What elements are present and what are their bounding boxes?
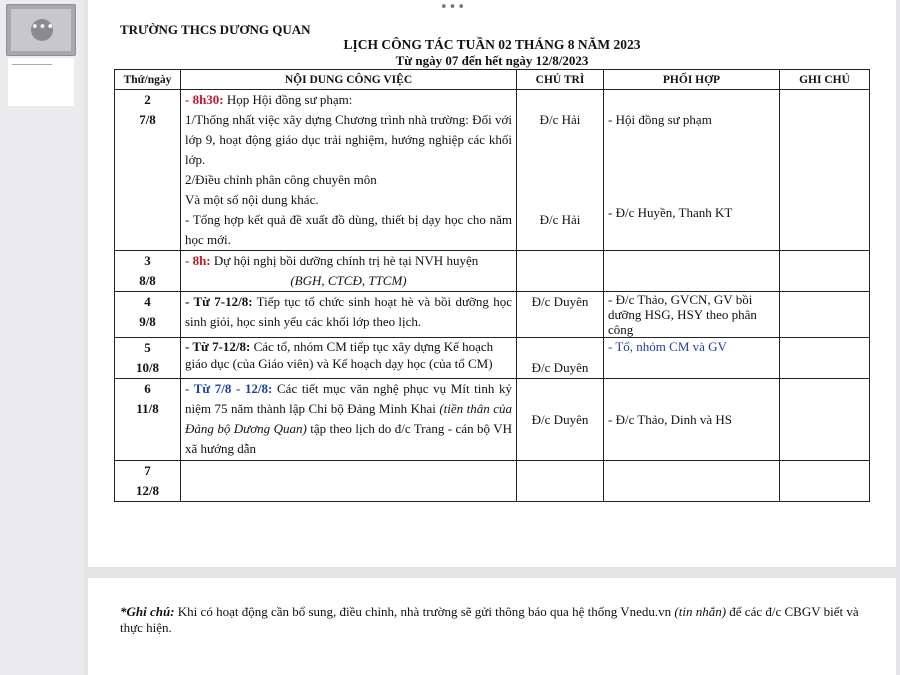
content-text: tập theo lịch do đ/c Trang - cán bộ VH xã hướng dẫn (185, 421, 512, 456)
content-cell (181, 338, 517, 379)
schedule-table (114, 69, 870, 502)
document-title: LỊCH CÔNG TÁC TUẦN 02 THÁNG 8 NĂM 2023 (343, 37, 641, 52)
content-text: Tiếp tục tổ chức sinh hoạt hè và bồi dưỡng học sinh giỏi, học sinh yếu các khối lớp theo lịch. (185, 294, 512, 329)
table-row (115, 251, 870, 292)
school-name: TRƯỜNG THCS DƯƠNG QUAN (120, 22, 311, 37)
table-row (115, 461, 870, 502)
coordination-cell (604, 461, 780, 502)
host-name: Đ/c Duyên (531, 360, 589, 375)
table-row (115, 338, 870, 379)
col-header-coordination: PHỐI HỢP (604, 70, 780, 90)
host-name: Đ/c Hải (539, 212, 581, 227)
day-date: 12/8 (135, 483, 160, 498)
host-cell (517, 461, 604, 502)
host-cell (517, 338, 604, 379)
time-label: - Từ 7-12/8: (185, 339, 251, 354)
coordination-cell (604, 90, 780, 251)
content-line: Và một số nội dung khác. (185, 192, 319, 207)
day-number: 3 (144, 253, 151, 268)
content-title: Họp Hội đồng sư phạm: (223, 92, 353, 107)
day-number: 6 (144, 381, 151, 396)
notes-cell (780, 251, 870, 292)
coordination-text: - Đ/c Huyền, Thanh KT (608, 205, 733, 220)
page-thumbnail-sidebar (0, 0, 84, 675)
content-line: 1/Thống nhất việc xây dựng Chương trình nhà trường: Đối với lớp 9, hoạt động giáo dục trải nghiệm, hướng nghiệp các khối lớp. (185, 112, 512, 167)
coordination-text: - Đ/c Thảo, Dinh và HS (608, 411, 732, 427)
content-text: Các tiết mục văn nghệ phục vụ Mít tinh kỷ niệm 75 năm thành lập Chi bộ Đảng Minh Khai (185, 381, 512, 416)
day-cell (115, 251, 181, 292)
content-line: 2/Điều chỉnh phân công chuyên môn (185, 172, 377, 187)
document-subtitle: Từ ngày 07 đến hết ngày 12/8/2023 (395, 53, 589, 68)
coordination-text: - Tổ, nhóm CM và GV (608, 339, 727, 354)
content-cell (181, 292, 517, 338)
time-label: - 8h30: (185, 92, 224, 107)
coordination-cell (604, 251, 780, 292)
notes-cell (780, 379, 870, 461)
day-cell (115, 461, 181, 502)
time-label: - 8h: (185, 253, 211, 268)
notes-cell (780, 461, 870, 502)
content-text: Dự hội nghị bồi dưỡng chính trị hè tại NVH huyện (210, 253, 479, 268)
note-text: để các đ/c CBGV biết và thực hiện. (120, 604, 859, 635)
day-number: 7 (144, 463, 151, 478)
col-header-content: NỘI DUNG CÔNG VIỆC (181, 70, 517, 90)
content-heading (185, 251, 512, 271)
host-name: Đ/c Duyên (531, 294, 589, 309)
footer-note (120, 604, 860, 636)
more-options-icon[interactable]: ••• (31, 19, 53, 41)
host-cell (517, 90, 604, 251)
participants: (BGH, CTCĐ, TTCM) (290, 273, 407, 288)
day-date: 7/8 (139, 112, 156, 127)
table-header-row (115, 70, 870, 90)
day-cell (115, 292, 181, 338)
host-name: Đ/c Duyên (531, 411, 589, 427)
table-row (115, 379, 870, 461)
day-number: 4 (144, 294, 151, 309)
content-cell (181, 379, 517, 461)
content-cell (181, 461, 517, 502)
day-date: 11/8 (136, 401, 159, 416)
col-header-host: CHỦ TRÌ (517, 70, 604, 90)
coordination-text: - Đ/c Thảo, GVCN, GV bồi dưỡng HSG, HSY theo phân công (608, 292, 757, 337)
notes-cell (780, 90, 870, 251)
host-cell (517, 379, 604, 461)
table-row (115, 90, 870, 251)
day-date: 8/8 (139, 273, 156, 288)
note-italic: (tin nhắn) (674, 604, 727, 619)
time-label: - Từ 7-12/8: (185, 294, 253, 309)
host-cell (517, 251, 604, 292)
coordination-cell (604, 292, 780, 338)
coordination-cell (604, 379, 780, 461)
notes-cell (780, 338, 870, 379)
host-name: Đ/c Hải (539, 112, 581, 127)
content-italic: (tiền thân của Đảng bộ Dương Quan) (185, 401, 512, 436)
day-cell (115, 379, 181, 461)
page-menu-icon[interactable]: ••• (440, 0, 467, 15)
note-label: *Ghi chú: (120, 604, 175, 619)
page-thumbnail-1[interactable] (6, 4, 76, 56)
coordination-text: - Hội đồng sư phạm (608, 112, 712, 127)
content-cell (181, 251, 517, 292)
thumbnail-text-line (12, 64, 52, 65)
col-header-day: Thứ/ngày (115, 70, 181, 90)
content-text: Các tổ, nhóm CM tiếp tục xây dựng Kế hoạch giáo dục (của Giáo viên) và Kế hoạch dạy học (của tổ CM) (185, 339, 494, 371)
coordination-cell (604, 338, 780, 379)
day-date: 10/8 (135, 360, 160, 375)
note-text: Khi có hoạt động cần bổ sung, điều chỉnh, nhà trường sẽ gửi thông báo qua hệ thống Vnedu.vn (174, 604, 675, 619)
page-thumbnail-2[interactable] (8, 58, 74, 106)
col-header-notes: GHI CHÚ (780, 70, 870, 90)
day-cell (115, 338, 181, 379)
day-number: 5 (144, 340, 151, 355)
time-label: - Từ 7/8 - 12/8: (185, 381, 273, 396)
host-cell (517, 292, 604, 338)
content-cell (181, 90, 517, 251)
day-number: 2 (144, 92, 151, 107)
day-cell (115, 90, 181, 251)
content-heading (185, 90, 512, 110)
content-line: - Tổng hợp kết quả đề xuất đồ dùng, thiết bị dạy học cho năm học mới. (185, 212, 512, 247)
table-row (115, 292, 870, 338)
notes-cell (780, 292, 870, 338)
day-date: 9/8 (139, 314, 156, 329)
